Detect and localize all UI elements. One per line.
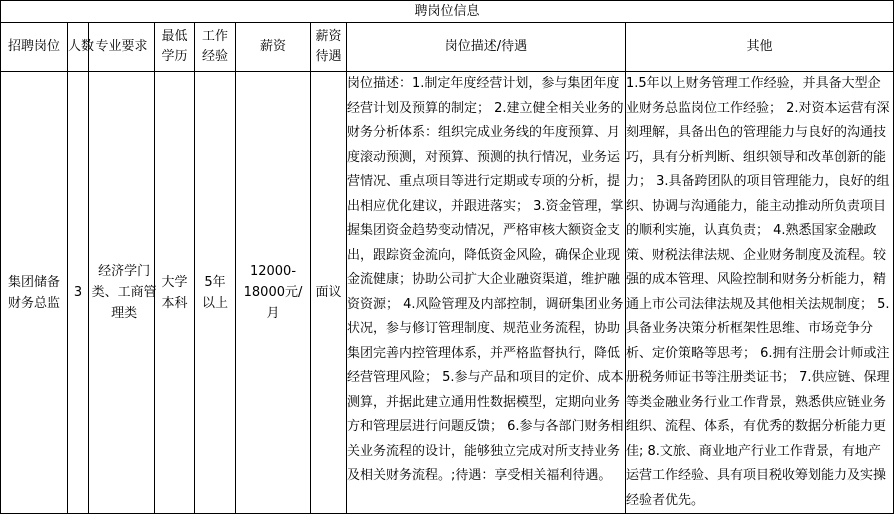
major-cell: [89, 72, 155, 514]
experience-value: 5年以上: [201, 274, 228, 311]
header-description: 岗位描述/待遇: [347, 23, 626, 72]
headcount-cell: 3: [68, 72, 89, 514]
other-cell: 1.5年以上财务管理工作经验，并具备大型企业财务总监岗位工作经验； 2.对资本运营有深刻理解，具备出色的管理能力与良好的沟通技巧，具有分析判断、组织领导和改革创新的能力； 3.具备跨团队的项目管理能力，良好的组织、协调与沟通能力，能主动推动所负责项目的顺利实施，认真负责； 4.熟悉国家金融政策、财税法律法规、企业财务制度及流程。较强的成本管理、风险控制和财务分析能力，精通上市公司法律法规及其他相关法规制度； 5.具备业务决策分析框架性思维、市场竞争分析、定价策略等思考； 6.拥有注册会计师或注册税务师证书等注册类证书； 7.供应链、保理等类金融业务行业工作背景，熟悉供应链业务组织、流程、体系，有优秀的数据分析能力更佳; 8.文旅、商业地产行业工作背景，有地产运营工作经验、具有项目税收筹划能力及实操经验者优先。: [626, 72, 894, 514]
salary-treatment-cell: 面议: [311, 72, 347, 514]
position-cell: [1, 72, 68, 514]
header-experience: [195, 23, 236, 72]
header-major: 专业要求: [89, 23, 155, 72]
header-position: 招聘岗位: [1, 23, 68, 72]
header-headcount: [68, 23, 95, 72]
table-row: [1, 72, 894, 514]
position-value: 集团储备财务总监: [7, 274, 60, 311]
education-value: 大学本科: [161, 274, 188, 311]
header-salary-treatment-label: 薪资待遇: [315, 29, 342, 64]
experience-cell: [195, 72, 236, 514]
description-cell: 岗位描述：1.制定年度经营计划，参与集团年度经营计划及预算的制定； 2.建立健全相关业务的财务分析体系：组织完成业务线的年度预算、月度滚动预测，对预算、预测的执行情况，业务运营情况、重点项目等进行定期或专项的分析，提出相应优化建议，并跟进落实； 3.资金管理，掌握集团资金趋势变动情况，严格审核大额资金支出，跟踪资金流向，降低资金风险，确保企业现金流健康；协助公司扩大企业融资渠道，维护融资资源； 4.风险管理及内部控制，调研集团业务状况，参与修订管理制度、规范业务流程，协助集团完善内控管理体系，并严格监督执行，降低经营管理风险； 5.参与产品和项目的定价、成本测算，并据此建立通用性数据模型，定期向业务方和管理层进行问题反馈； 6.参与各部门财务相关业务流程的设计，能够独立完成对所支持业务及相关财务流程。;待遇：享受相关福利待遇。: [347, 72, 626, 514]
table-title: 聘岗位信息: [1, 1, 894, 23]
salary-cell: [236, 72, 311, 514]
header-salary: 薪资: [236, 23, 311, 72]
header-education-label: 最低学历: [161, 29, 188, 64]
header-other: 其他: [626, 23, 894, 72]
header-salary-treatment: [311, 23, 347, 72]
major-value: 经济学门类、工商管理类: [91, 264, 157, 321]
salary-value: 12000-18000元/月: [243, 264, 303, 321]
header-experience-label: 工作经验: [202, 29, 229, 64]
header-headcount-label: 人数: [68, 39, 95, 54]
education-cell: [155, 72, 195, 514]
header-education: [155, 23, 195, 72]
